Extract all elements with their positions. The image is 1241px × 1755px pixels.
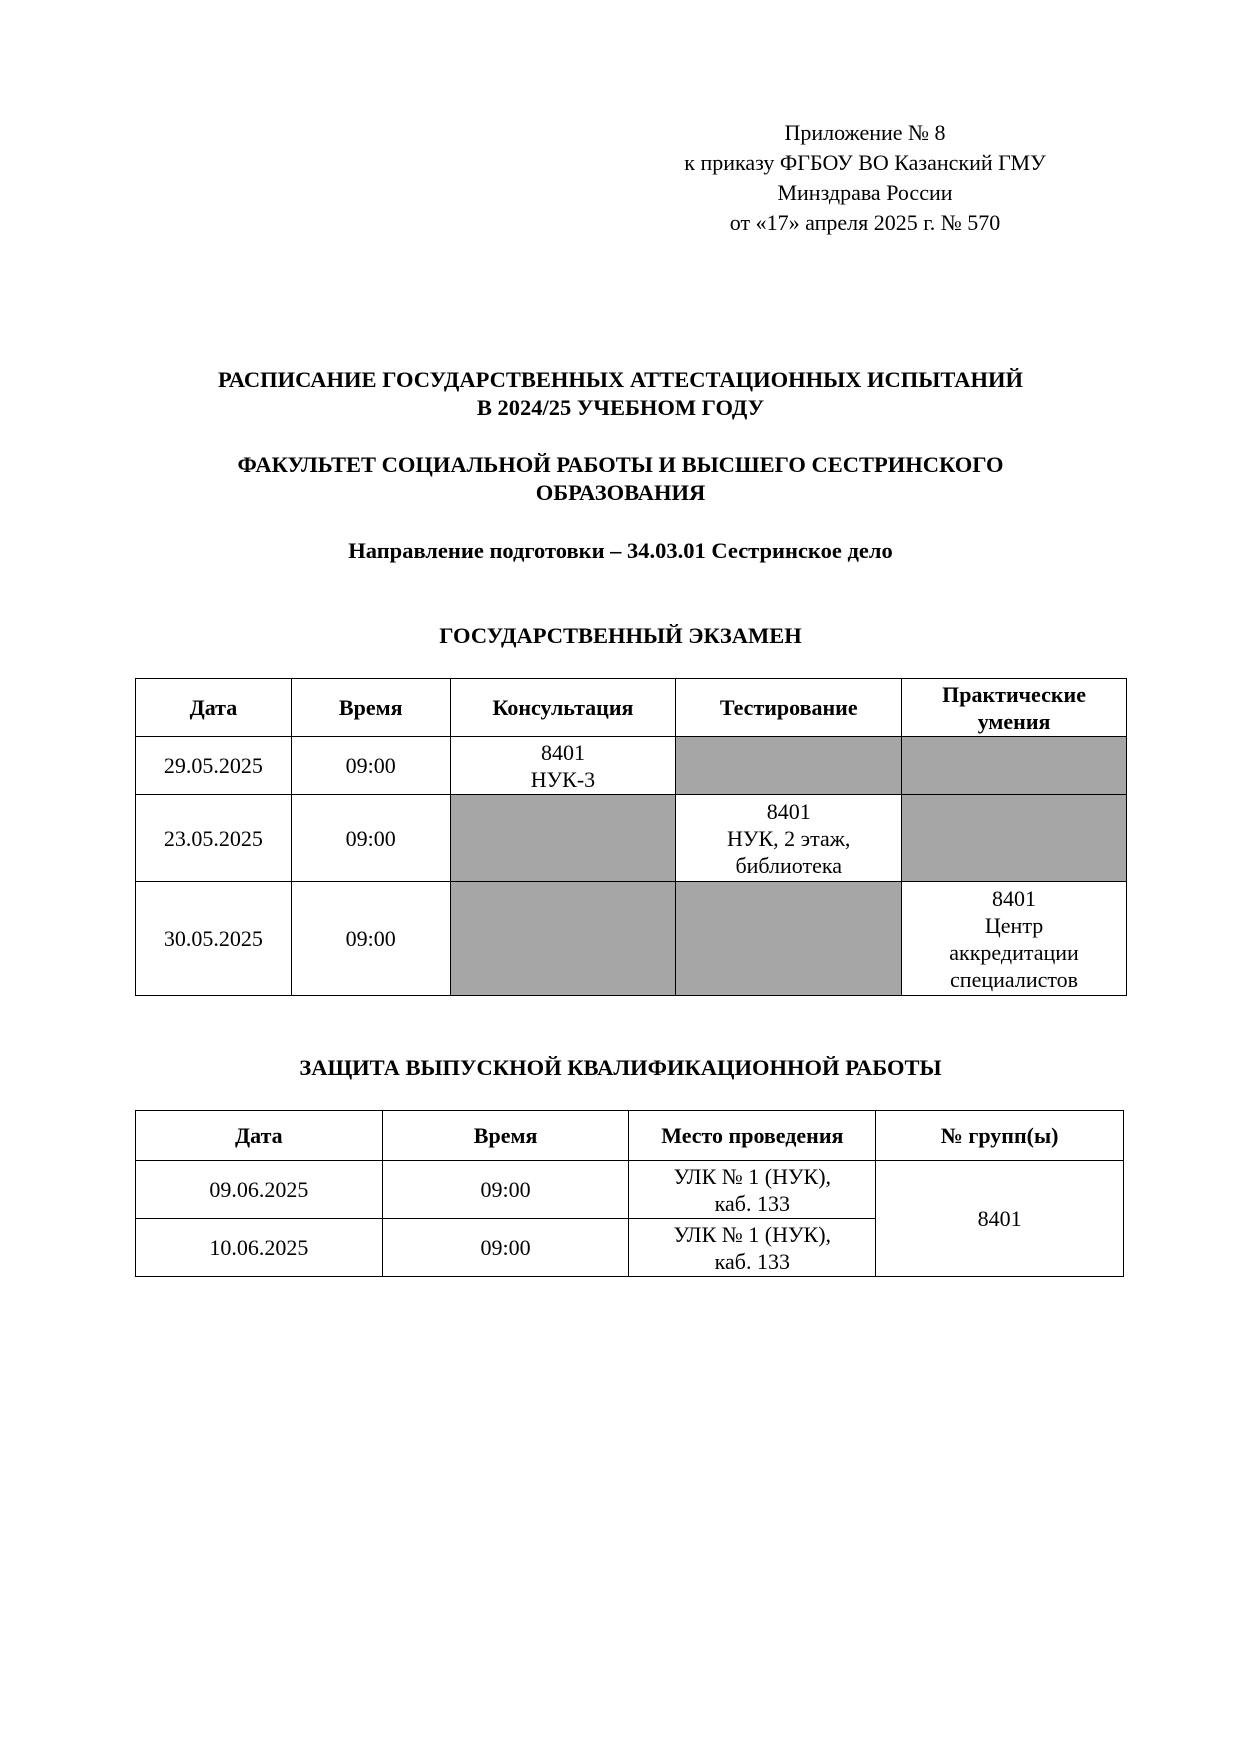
- document-title: [0, 366, 1241, 422]
- defense-heading: ЗАЩИТА ВЫПУСКНОЙ КВАЛИФИКАЦИОННОЙ РАБОТЫ: [299, 1055, 942, 1080]
- faculty-title-line-2: ОБРАЗОВАНИЯ: [535, 480, 706, 505]
- exam-empty-shaded-cell: [902, 737, 1127, 795]
- exam-time-cell: 09:00: [291, 795, 450, 882]
- exam-practical-cell: 8401 Центр аккредитации специалистов: [902, 882, 1127, 996]
- defense-table: [135, 1110, 1124, 1277]
- appendix-order: к приказу ФГБОУ ВО Казанский ГМУ: [684, 150, 1046, 175]
- document-title-line-2: В 2024/25 УЧЕБНОМ ГОДУ: [476, 395, 765, 420]
- exam-empty-shaded-cell: [676, 882, 902, 996]
- defense-date-cell: 10.06.2025: [136, 1219, 383, 1277]
- exam-empty-shaded-cell: [902, 795, 1127, 882]
- exam-header-date: Дата: [136, 679, 292, 737]
- exam-date-cell: 29.05.2025: [136, 737, 292, 795]
- exam-header-time: Время: [291, 679, 450, 737]
- defense-place-cell: УЛК № 1 (НУК), каб. 133: [629, 1161, 876, 1219]
- defense-header-place: Место проведения: [629, 1111, 876, 1161]
- defense-header-date: Дата: [136, 1111, 383, 1161]
- exam-header-testing: Тестирование: [676, 679, 902, 737]
- table-row: [136, 1161, 1124, 1219]
- exam-date-cell: 23.05.2025: [136, 795, 292, 882]
- table-row: [136, 882, 1127, 996]
- defense-time-cell: 09:00: [382, 1219, 629, 1277]
- exam-time-cell: 09:00: [291, 737, 450, 795]
- exam-time-cell: 09:00: [291, 882, 450, 996]
- exam-header-consultation: Консультация: [450, 679, 676, 737]
- defense-header-groups: № групп(ы): [876, 1111, 1124, 1161]
- table-row: [136, 737, 1127, 795]
- exam-heading: ГОСУДАРСТВЕННЫЙ ЭКЗАМЕН: [439, 623, 802, 648]
- defense-header-row: [136, 1111, 1124, 1161]
- exam-consultation-cell: 8401 НУК-3: [450, 737, 676, 795]
- defense-header-time: Время: [382, 1111, 629, 1161]
- appendix-ministry: Минздрава России: [777, 180, 953, 205]
- exam-empty-shaded-cell: [450, 882, 676, 996]
- exam-date-cell: 30.05.2025: [136, 882, 292, 996]
- appendix-block: [640, 118, 1090, 238]
- exam-header-row: [136, 679, 1127, 737]
- exam-testing-cell: 8401 НУК, 2 этаж, библиотека: [676, 795, 902, 882]
- defense-time-cell: 09:00: [382, 1161, 629, 1219]
- appendix-number: Приложение № 8: [784, 120, 946, 145]
- exam-empty-shaded-cell: [676, 737, 902, 795]
- document-title-line-1: РАСПИСАНИЕ ГОСУДАРСТВЕННЫХ АТТЕСТАЦИОННЫХ ИСПЫТАНИЙ: [217, 367, 1024, 392]
- defense-place-cell: УЛК № 1 (НУК), каб. 133: [629, 1219, 876, 1277]
- defense-date-cell: 09.06.2025: [136, 1161, 383, 1219]
- faculty-title: [0, 451, 1241, 507]
- defense-group-cell: 8401: [876, 1161, 1124, 1277]
- appendix-date: от «17» апреля 2025 г. № 570: [729, 210, 1001, 235]
- exam-header-practical: Практические умения: [902, 679, 1127, 737]
- exam-empty-shaded-cell: [450, 795, 676, 882]
- exam-table: [135, 678, 1127, 996]
- table-row: [136, 795, 1127, 882]
- faculty-title-line-1: ФАКУЛЬТЕТ СОЦИАЛЬНОЙ РАБОТЫ И ВЫСШЕГО СЕСТРИНСКОГО: [237, 452, 1004, 477]
- direction-line: Направление подготовки – 34.03.01 Сестринское дело: [348, 538, 893, 563]
